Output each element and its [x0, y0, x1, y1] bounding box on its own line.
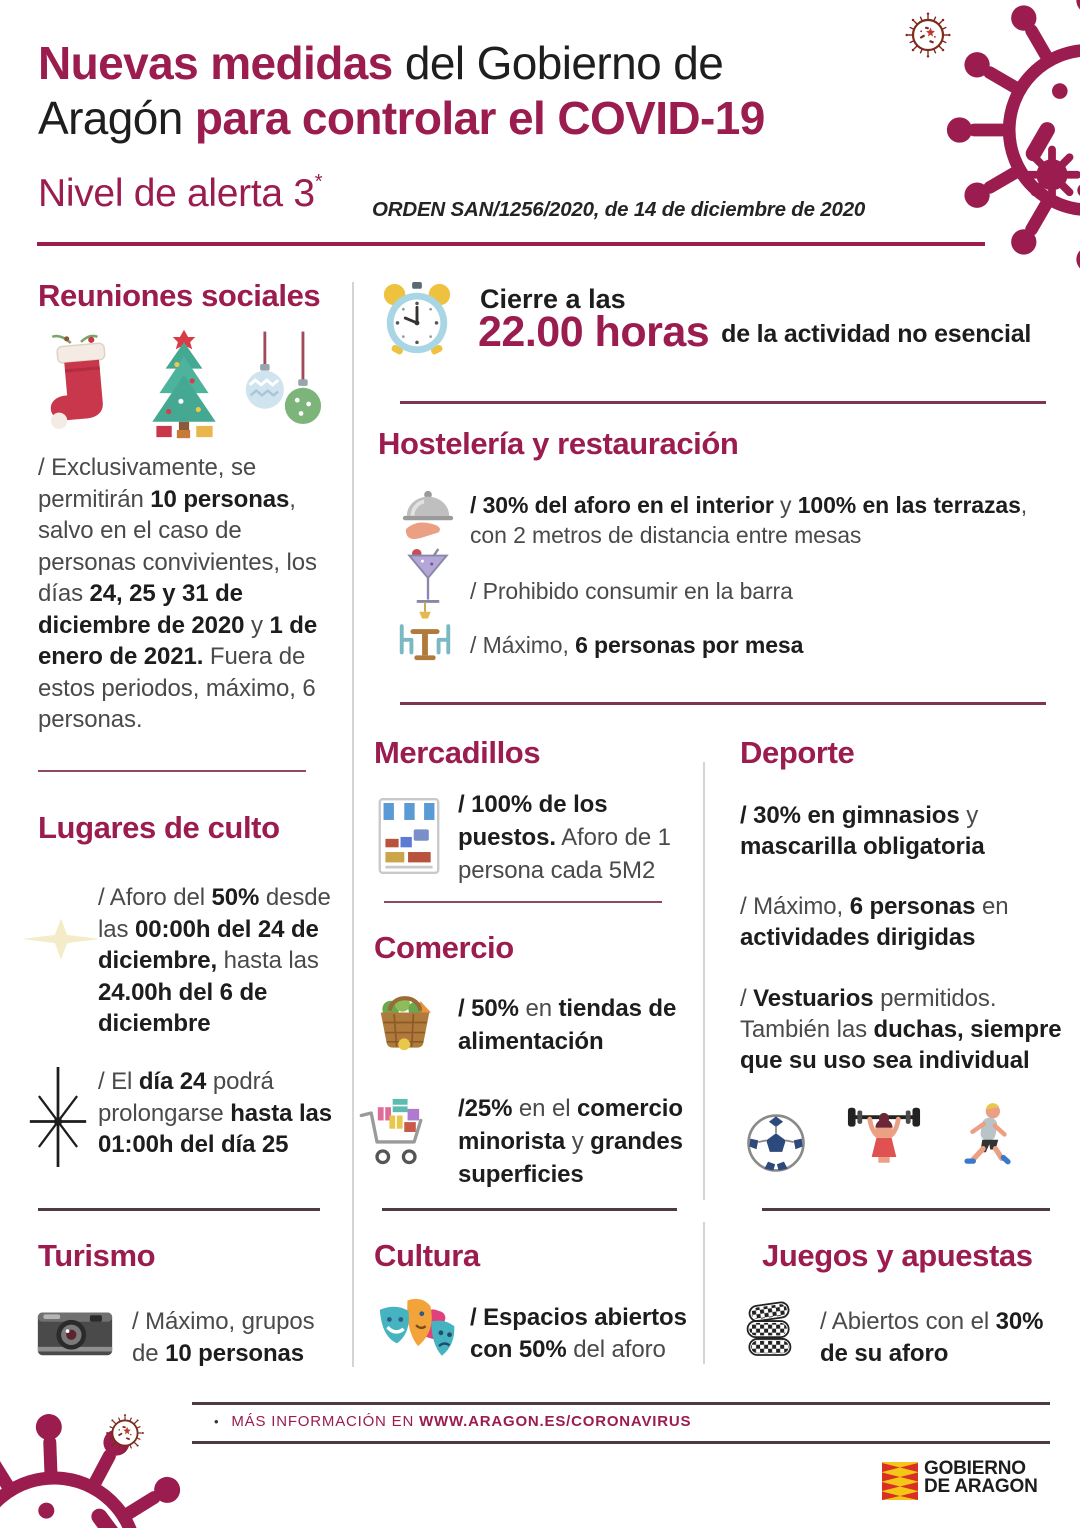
hosteleria-item-1: / 30% del aforo en el interior y 100% en las terrazas, con 2 metros de distancia entre mesas — [470, 492, 1028, 548]
divider-mercadillos — [384, 901, 662, 903]
divider-cultura — [382, 1208, 677, 1211]
market-stall-icon — [376, 795, 442, 877]
section-title-cultura: Cultura — [374, 1238, 480, 1273]
footer-info-prefix: MÁS INFORMACIÓN EN — [231, 1413, 420, 1430]
aragon-flag-icon — [882, 1462, 918, 1500]
section-title-comercio: Comercio — [374, 930, 514, 965]
title-accent-2: para controlar el COVID-19 — [194, 92, 765, 144]
shopping-cart-icon — [354, 1094, 438, 1170]
title-line-2 — [38, 91, 765, 146]
title-line-1 — [38, 36, 765, 91]
divider-turismo — [38, 1208, 320, 1211]
deporte-item-1: / 30% en gimnasios y mascarilla obligatoria — [740, 802, 985, 860]
cloche-icon — [398, 486, 458, 542]
page-title — [38, 36, 765, 146]
alarm-clock-icon — [378, 280, 456, 360]
table-chairs-icon — [390, 602, 460, 666]
poker-chips-icon — [744, 1298, 794, 1362]
vertical-divider-middle — [703, 762, 705, 1200]
cierre-time: 22.00 horas — [478, 308, 710, 356]
comercio-item-2: /25% en el comercio minorista y grandes superficies — [458, 1095, 683, 1188]
divider-reuniones — [38, 770, 306, 772]
section-title-reuniones: Reuniones sociales — [38, 278, 321, 313]
order-reference: ORDEN SAN/1256/2020, de 14 de diciembre de 2020 — [372, 198, 866, 221]
turismo-item-1: / Máximo, grupos de 10 personas — [132, 1308, 315, 1367]
footer-info — [214, 1413, 691, 1430]
logo-line-2: DE ARAGON — [924, 1476, 1038, 1497]
title-plain-1: del Gobierno de — [392, 37, 724, 89]
title-plain-2: Aragón — [38, 92, 195, 144]
runner-icon — [952, 1100, 1016, 1176]
divider-hosteleria — [400, 702, 1046, 705]
virus-icon-large — [943, 0, 1080, 276]
footer-rule-top — [192, 1402, 1050, 1405]
section-title-juegos: Juegos y apuestas — [762, 1238, 1033, 1273]
culto-item-1: / Aforo del 50% desde las 00:00h del 24 de diciembre, hasta las 24.00h del 6 de diciembre — [98, 884, 331, 1037]
comercio-item-1: / 50% en tiendas de alimentación — [458, 995, 677, 1055]
christmas-stocking-icon — [40, 330, 122, 442]
section-title-deporte: Deporte — [740, 735, 855, 770]
grocery-basket-icon — [374, 988, 436, 1052]
section-title-turismo: Turismo — [38, 1238, 156, 1273]
cierre-prefix: Cierre a las — [480, 284, 626, 314]
cierre-suffix: de la actividad no esencial — [721, 320, 1032, 348]
bethlehem-star-icon — [28, 1060, 88, 1174]
culto-item-2: / El día 24 podrá prolongarse hasta las 01:00h del día 25 — [98, 1068, 333, 1158]
juegos-item-1: / Abiertos con el 30% de su aforo — [820, 1308, 1044, 1367]
header-rule — [37, 242, 985, 246]
divider-cierre — [400, 401, 1046, 404]
camera-icon — [36, 1304, 114, 1360]
logo-line-1: GOBIERNO — [924, 1458, 1026, 1479]
deporte-item-2: / Máximo, 6 personas en actividades dirigidas — [740, 893, 1009, 951]
vertical-divider-left — [352, 282, 354, 1367]
mercadillos-item-1: / 100% de los puestos. Aforo de 1 persona cada 5M2 — [458, 791, 671, 884]
footer-rule-bottom — [192, 1441, 1050, 1444]
footer-info-url: WWW.ARAGON.ES/CORONAVIRUS — [419, 1413, 692, 1430]
deporte-item-3: / Vestuarios permitidos. También las duchas, siempre que su uso sea individual — [740, 985, 1062, 1074]
cultura-item-1: / Espacios abiertos con 50% del aforo — [470, 1304, 687, 1363]
title-accent-1: Nuevas medidas — [38, 37, 393, 89]
reuniones-text: / Exclusivamente, se permitirán 10 personas, salvo en el caso de personas convivientes, los días 24, 25 y 31 de diciembre de 2020 y 1 de enero de 2021. Fuera de estos periodos, máximo, 6 personas. — [38, 454, 318, 733]
christmas-tree-icon — [138, 326, 230, 444]
logo-text — [924, 1460, 1038, 1496]
virus-icon-small-footer — [104, 1412, 146, 1454]
soccer-ball-icon — [745, 1112, 807, 1174]
cocktail-icon — [406, 548, 450, 608]
section-title-hosteleria: Hostelería y restauración — [378, 426, 739, 461]
alert-asterisk: * — [314, 171, 323, 193]
faint-star-icon — [20, 916, 102, 962]
hosteleria-item-3: / Máximo, 6 personas por mesa — [470, 632, 804, 658]
bullet-icon: • — [214, 1414, 220, 1429]
weightlifter-icon — [845, 1102, 923, 1176]
cierre-time-line — [478, 308, 1031, 357]
section-title-mercadillos: Mercadillos — [374, 735, 541, 770]
theater-masks-icon — [376, 1296, 460, 1362]
divider-juegos — [762, 1208, 1050, 1211]
section-title-culto: Lugares de culto — [38, 810, 280, 845]
gobierno-aragon-logo — [882, 1460, 1038, 1496]
ornaments-icon — [242, 330, 322, 436]
alert-level: Nivel de alerta 3* — [38, 171, 323, 215]
hosteleria-item-2: / Prohibido consumir en la barra — [470, 578, 793, 604]
